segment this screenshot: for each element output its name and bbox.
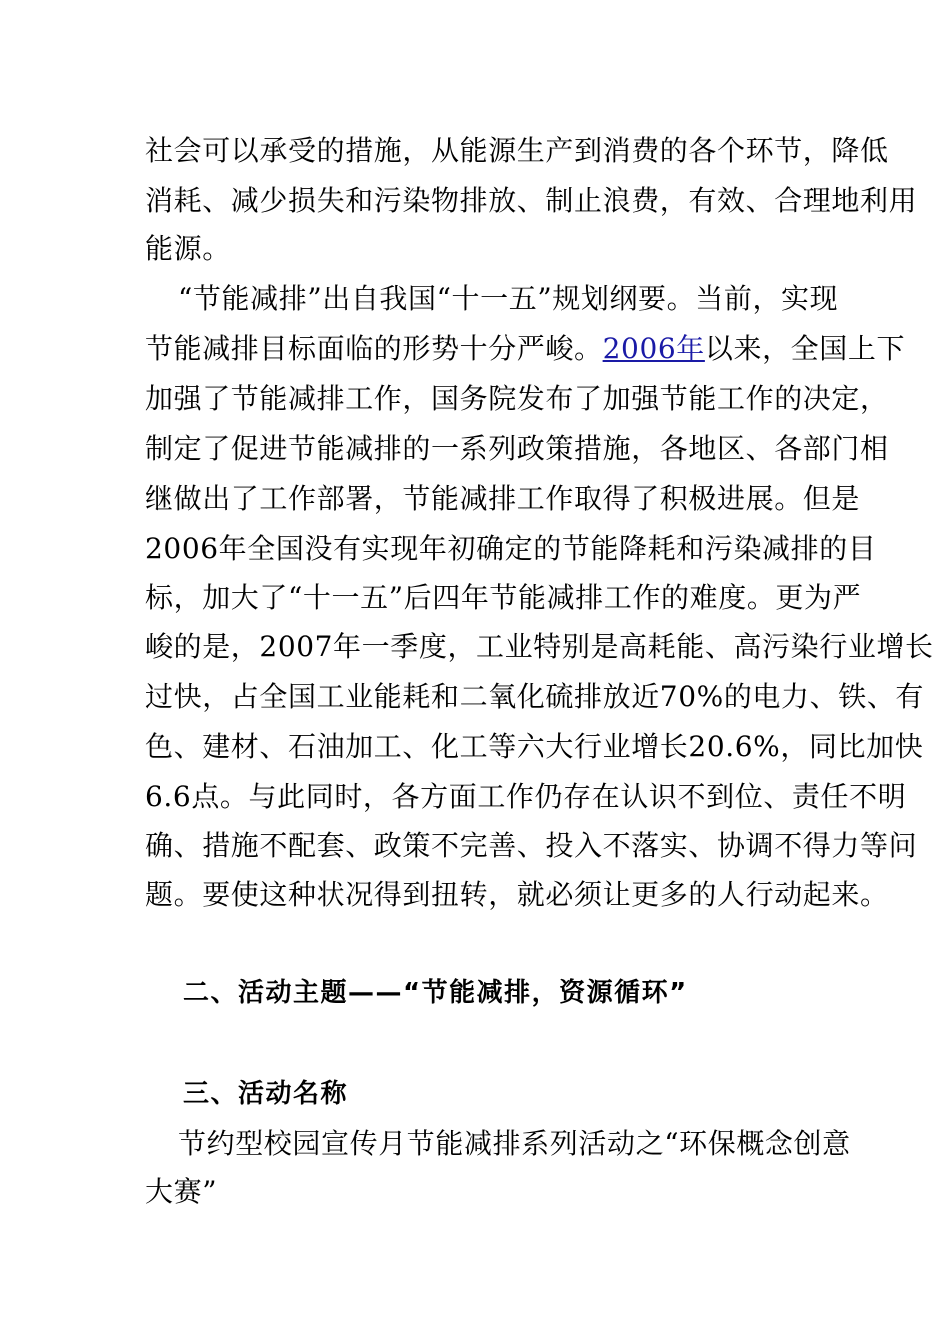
paragraph-line: 确、措施不配套、政策不完善、投入不落实、协调不得力等问 (145, 829, 918, 862)
paragraph-line: 消耗、减少损失和污染物排放、制止浪费，有效、合理地利用 (145, 184, 918, 217)
paragraph-line: 题。要使这种状况得到扭转，就必须让更多的人行动起来。 (145, 878, 889, 911)
paragraph-text: 以来，全国上下 (704, 332, 906, 365)
year-2006-link[interactable]: 2006年 (602, 332, 705, 365)
paragraph-line: 加强了节能减排工作，国务院发布了加强节能工作的决定， (145, 382, 889, 415)
paragraph-line: 过快，占全国工业能耗和二氧化硫排放近70%的电力、铁、有 (145, 680, 925, 713)
paragraph-line: 标，加大了“十一五”后四年节能减排工作的难度。更为严 (145, 581, 862, 614)
paragraph-line: “节能减排”出自我国“十一五”规划纲要。当前，实现 (178, 282, 839, 315)
paragraph-line-with-link (145, 329, 906, 369)
paragraph-line: 社会可以承受的措施，从能源生产到消费的各个环节，降低 (145, 134, 889, 167)
paragraph-line: 继做出了工作部署，节能减排工作取得了积极进展。但是 (145, 482, 861, 515)
paragraph-line: 能源。 (145, 232, 231, 265)
paragraph-line: 6.6点。与此同时，各方面工作仍存在认识不到位、责任不明 (145, 780, 907, 813)
paragraph-line: 峻的是，2007年一季度，工业特别是高耗能、高污染行业增长 (145, 630, 934, 663)
section-heading: 二、活动主题——“节能减排，资源循环” (183, 978, 688, 1008)
paragraph-line: 大赛” (145, 1175, 218, 1208)
paragraph-line: 色、建材、石油加工、化工等六大行业增长20.6%，同比加快 (145, 730, 924, 763)
paragraph-line: 制定了促进节能减排的一系列政策措施，各地区、各部门相 (145, 432, 889, 465)
paragraph-text: 节能减排目标面临的形势十分严峻。 (145, 332, 603, 365)
paragraph-line: 节约型校园宣传月节能减排系列活动之“环保概念创意 (178, 1127, 851, 1160)
section-heading: 三、活动名称 (183, 1079, 349, 1109)
paragraph-line: 2006年全国没有实现年初确定的节能降耗和污染减排的目 (145, 532, 877, 565)
